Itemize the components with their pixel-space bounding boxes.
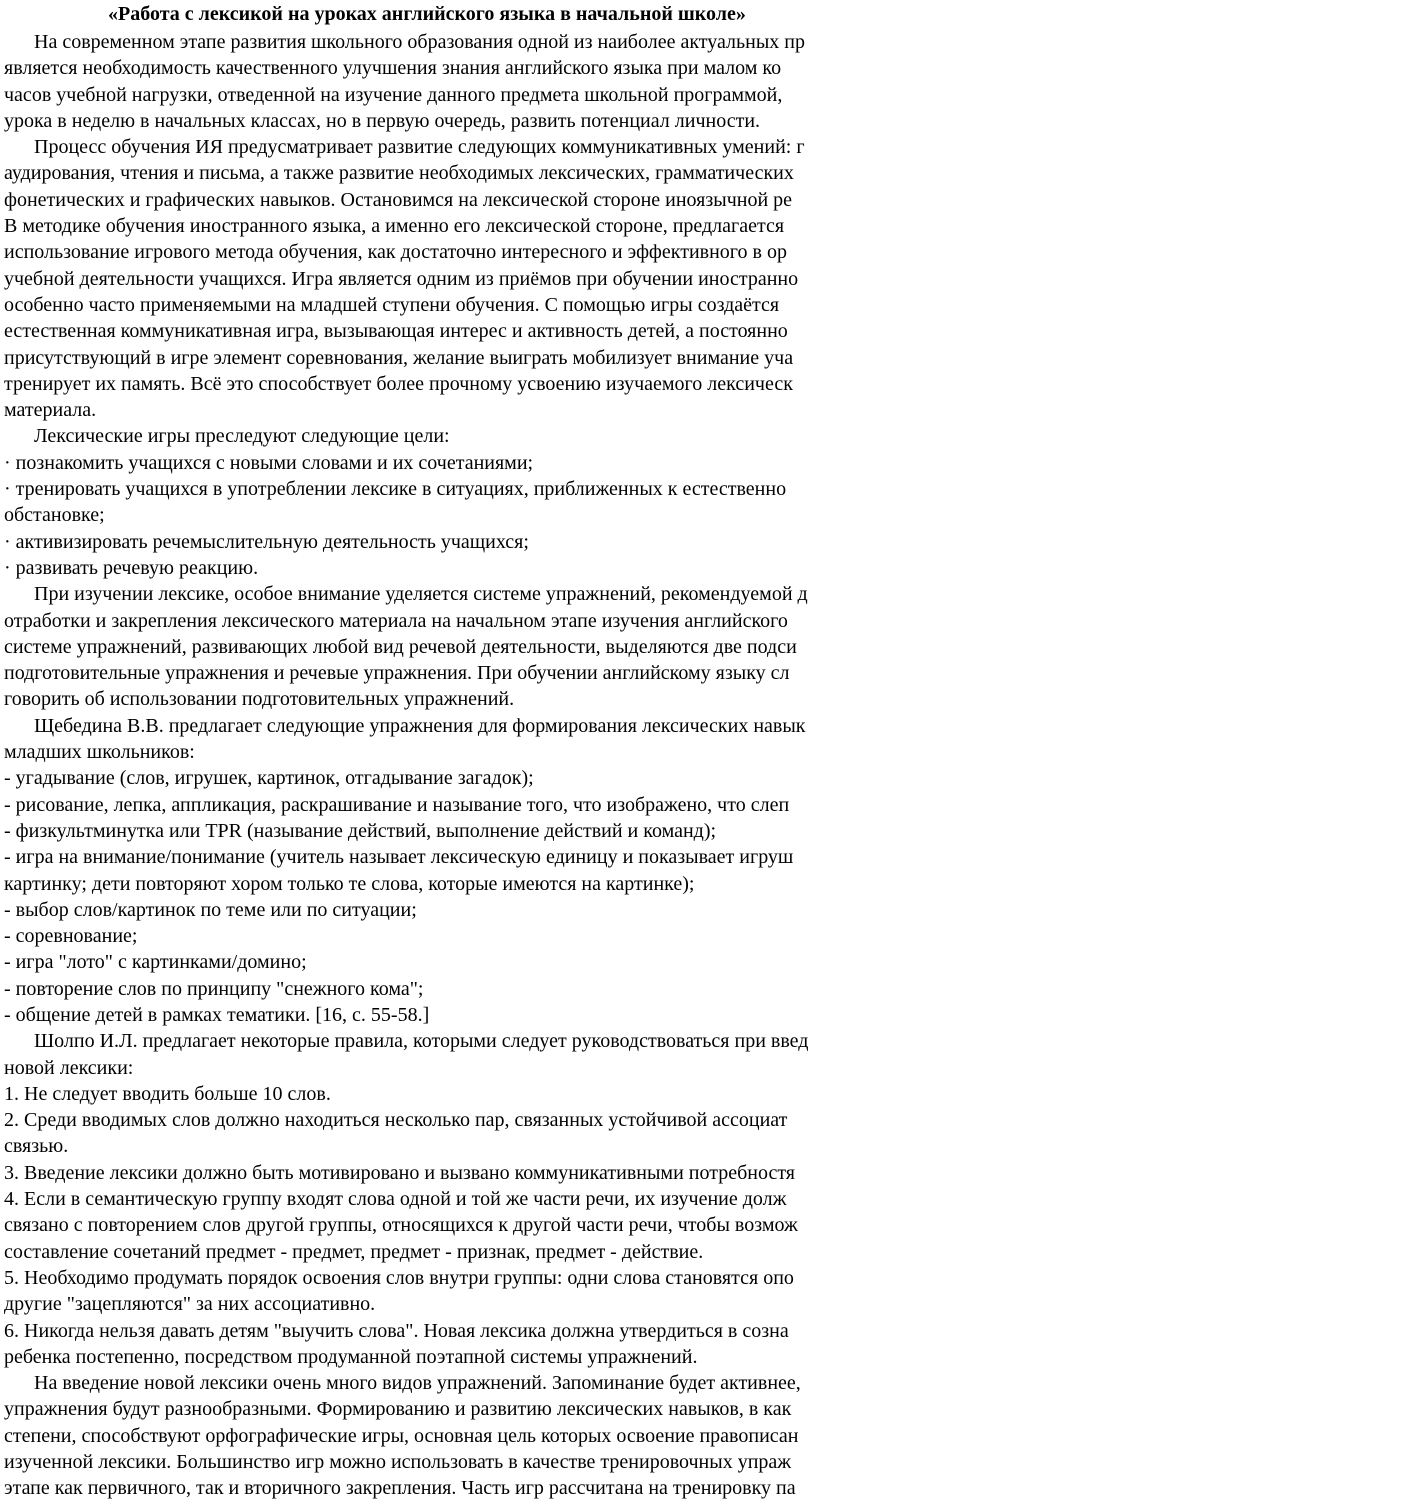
- text-line: аудирования, чтения и письма, а также развитие необходимых лексических, грамматических: [4, 162, 794, 185]
- text-line: 2. Среди вводимых слов должно находиться несколько пар, связанных устойчивой ассоциат: [4, 1109, 788, 1132]
- text-line: Щебедина В.В. предлагает следующие упражнения для формирования лексических навык: [34, 714, 806, 737]
- text-line: учебной деятельности учащихся. Игра является одним из приёмов при обучении иностранно: [4, 267, 799, 290]
- text-line: младших школьников:: [4, 741, 195, 764]
- text-line: упражнения будут разнообразными. Формированию и развитию лексических навыков, в как: [4, 1398, 792, 1421]
- text-line: степени, способствуют орфографические игры, основная цель которых освоение правописан: [4, 1424, 799, 1447]
- text-line: составление сочетаний предмет - предмет, предмет - признак, предмет - действие.: [4, 1240, 704, 1263]
- text-line: использование игрового метода обучения, как достаточно интересного и эффективного в ор: [4, 241, 787, 264]
- text-line: · активизировать речемыслительную деятельность учащихся;: [4, 530, 529, 553]
- text-line: тренирует их память. Всё это способствует более прочному усвоению изучаемого лексическ: [4, 372, 793, 395]
- document-title: «Работа с лексикой на уроках английского языка в начальной школе»: [108, 3, 746, 25]
- text-line: 4. Если в семантическую группу входят слова одной и той же части речи, их изучение долж: [4, 1188, 787, 1211]
- document-body: [4, 29, 1404, 1502]
- text-line: - игра на внимание/понимание (учитель называет лексическую единицу и показывает игруш: [4, 846, 794, 869]
- text-line: особенно часто применяемыми на младшей ступени обучения. С помощью игры создаётся: [4, 293, 780, 316]
- text-line: часов учебной нагрузки, отведенной на изучение данного предмета школьной программой,: [4, 83, 783, 106]
- text-line: - физкультминутка или TPR (называние действий, выполнение действий и команд);: [4, 819, 717, 842]
- text-line: На современном этапе развития школьного образования одной из наиболее актуальных пр: [34, 31, 805, 53]
- text-line: - игра "лото" с картинками/домино;: [4, 951, 307, 974]
- text-line: - выбор слов/картинок по теме или по ситуации;: [4, 898, 417, 921]
- text-line: связано с повторением слов другой группы, относящихся к другой части речи, чтобы возмож: [4, 1214, 798, 1237]
- text-line: 3. Введение лексики должно быть мотивировано и вызвано коммуникативными потребностя: [4, 1161, 795, 1184]
- text-line: изученной лексики. Большинство игр можно использовать в качестве тренировочных упраж: [4, 1451, 792, 1474]
- text-line: Лексические игры преследуют следующие цели:: [34, 425, 450, 448]
- text-line: На введение новой лексики очень много видов упражнений. Запоминание будет активнее,: [34, 1372, 801, 1395]
- text-line: естественная коммуникативная игра, вызывающая интерес и активность детей, а постоянно: [4, 320, 788, 343]
- text-line: При изучении лексике, особое внимание уделяется системе упражнений, рекомендуемой д: [34, 583, 808, 606]
- text-line: обстановке;: [4, 504, 105, 527]
- text-line: связью.: [4, 1135, 69, 1158]
- text-line: - угадывание (слов, игрушек, картинок, отгадывание загадок);: [4, 767, 534, 790]
- text-line: другие "зацепляются" за них ассоциативно.: [4, 1293, 376, 1316]
- text-line: является необходимость качественного улучшения знания английского языка при малом ко: [4, 57, 782, 80]
- text-line: фонетических и графических навыков. Остановимся на лексической стороне иноязычной ре: [4, 188, 793, 211]
- text-line: подготовительные упражнения и речевые упражнения. При обучении английскому языку сл: [4, 662, 790, 685]
- text-line: · тренировать учащихся в употреблении лексике в ситуациях, приближенных к естественно: [4, 478, 787, 501]
- text-line: присутствующий в игре элемент соревнования, желание выиграть мобилизует внимание уча: [4, 346, 794, 369]
- text-line: · развивать речевую реакцию.: [4, 556, 259, 579]
- text-line: 5. Необходимо продумать порядок освоения слов внутри группы: одни слова становятся опо: [4, 1266, 794, 1289]
- text-line: · познакомить учащихся с новыми словами и их сочетаниями;: [4, 451, 534, 474]
- text-line: Процесс обучения ИЯ предусматривает развитие следующих коммуникативных умений: г: [34, 136, 805, 159]
- text-line: 1. Не следует вводить больше 10 слов.: [4, 1082, 331, 1105]
- text-line: этапе как первичного, так и вторичного закрепления. Часть игр рассчитана на тренировку па: [4, 1477, 796, 1500]
- text-line: урока в неделю в начальных классах, но в первую очередь, развить потенциал личности.: [4, 109, 761, 132]
- text-line: В методике обучения иностранного языка, а именно его лексической стороне, предлагается: [4, 215, 785, 238]
- text-line: - общение детей в рамках тематики. [16, с. 55-58.]: [4, 1003, 430, 1026]
- text-line: картинку; дети повторяют хором только те слова, которые имеются на картинке);: [4, 872, 695, 895]
- text-line: - соревнование;: [4, 925, 138, 948]
- text-line: отработки и закрепления лексического материала на начальном этапе изучения английского: [4, 609, 788, 632]
- text-line: системе упражнений, развивающих любой вид речевой деятельности, выделяются две подси: [4, 635, 797, 658]
- text-line: Шолпо И.Л. предлагает некоторые правила, которыми следует руководствоваться при введ: [34, 1030, 809, 1053]
- text-line: ребенка постепенно, посредством продуманной поэтапной системы упражнений.: [4, 1345, 698, 1368]
- text-line: 6. Никогда нельзя давать детям "выучить слова". Новая лексика должна утвердиться в созна: [4, 1319, 789, 1342]
- text-line: материала.: [4, 399, 97, 422]
- text-line: говорить об использовании подготовительных упражнений.: [4, 688, 515, 711]
- text-line: - рисование, лепка, аппликация, раскрашивание и называние того, что изображено, что слеп: [4, 793, 790, 816]
- text-line: - повторение слов по принципу "снежного кома";: [4, 977, 424, 1000]
- text-line: новой лексики:: [4, 1056, 134, 1079]
